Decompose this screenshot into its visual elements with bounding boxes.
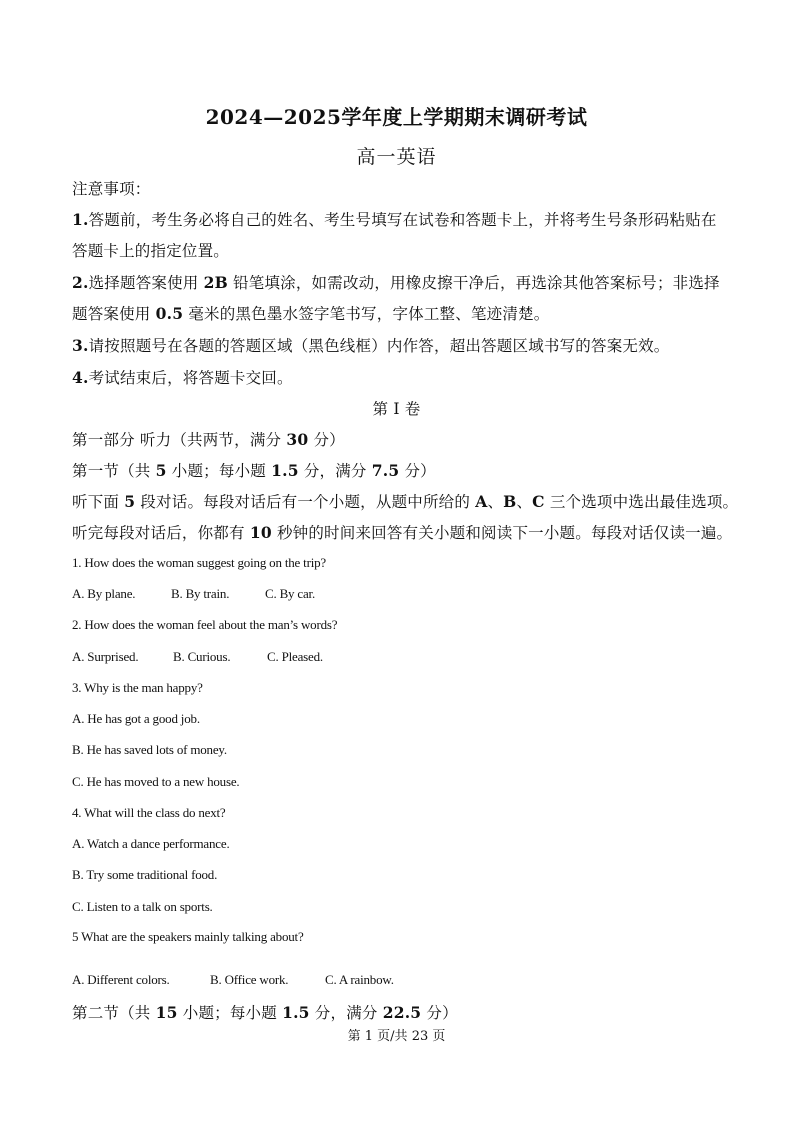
notice-heading: 注意事项： <box>72 180 151 198</box>
notice-item-1-line-2: 答题卡上的指定位置。 <box>72 242 230 260</box>
question-2-option-b[interactable]: B. Curious. <box>173 649 231 664</box>
notice-text: 题答案使用 <box>72 305 156 323</box>
question-5-option-a[interactable]: A. Different colors. <box>72 972 170 987</box>
question-5-option-c[interactable]: C. A rainbow. <box>325 972 394 987</box>
instructions-text: 、 <box>516 493 533 511</box>
heading-text: 分） <box>421 1004 458 1022</box>
heading-text: 小题；每小题 <box>177 1004 283 1022</box>
notice-text: 铅笔填涂，如需改动，用橡皮擦干净后，再选涂其他答案标号；非选择 <box>227 274 720 292</box>
section-1-heading <box>72 459 436 481</box>
page-number: 1 <box>364 1029 374 1044</box>
notice-item-2-line-1 <box>72 271 720 293</box>
heading-text: 第一节（共 <box>72 462 156 480</box>
instructions-text: 听下面 <box>72 493 125 511</box>
question-1-option-a[interactable]: A. By plane. <box>72 586 136 601</box>
footer-text: 页/共 <box>373 1029 412 1044</box>
footer-text: 页 <box>428 1029 446 1044</box>
notice-item-number: 1. <box>72 210 89 229</box>
instructions-emphasis: 10 <box>249 523 272 542</box>
question-3-option-c[interactable]: C. He has moved to a new house. <box>72 774 240 789</box>
instructions-emphasis: 5 <box>124 492 136 511</box>
notice-item-number: 2. <box>72 273 89 292</box>
notice-emphasis: 2B <box>203 273 228 292</box>
notice-emphasis: 0.5 <box>155 304 184 323</box>
page-footer <box>0 1025 793 1044</box>
question-2-option-c[interactable]: C. Pleased. <box>267 649 323 664</box>
question-1-option-b[interactable]: B. By train. <box>171 586 230 601</box>
heading-text: 第一部分 听力（共两节，满分 <box>72 431 287 449</box>
instructions-text: 秒钟的时间来回答有关小题和阅读下一小题。每段对话仅读一遍。 <box>271 524 733 542</box>
instructions-emphasis: A <box>475 492 488 511</box>
heading-number: 1.5 <box>271 461 299 480</box>
footer-text: 第 <box>347 1029 365 1044</box>
question-2: 2. How does the woman feel about the man’s words? <box>72 617 338 632</box>
notice-item-2-line-2 <box>72 302 549 324</box>
instructions-emphasis: C <box>532 492 545 511</box>
heading-text: 第二节（共 <box>72 1004 156 1022</box>
notice-text: 毫米的黑色墨水签字笔书写，字体工整、笔迹清楚。 <box>183 305 550 323</box>
heading-number: 30 <box>286 430 309 449</box>
notice-item-4 <box>72 366 293 388</box>
question-4-option-b[interactable]: B. Try some traditional food. <box>72 867 218 882</box>
exam-subtitle: 高一英语 <box>356 146 437 168</box>
question-1: 1. How does the woman suggest going on the trip? <box>72 555 326 570</box>
question-5: 5 What are the speakers mainly talking about? <box>72 929 304 944</box>
notice-item-number: 3. <box>72 336 89 355</box>
heading-number: 5 <box>155 461 167 480</box>
instructions-emphasis: B <box>503 492 517 511</box>
heading-number: 22.5 <box>382 1003 422 1022</box>
heading-text: 小题；每小题 <box>166 462 272 480</box>
notice-item-1-line-1 <box>72 208 717 230</box>
question-4-option-a[interactable]: A. Watch a dance performance. <box>72 836 230 851</box>
instructions-text: 三个选项中选出最佳选项。 <box>544 493 739 511</box>
notice-item-text: 答题前，考生务必将自己的姓名、考生号填写在试卷和答题卡上，并将考生号条形码粘贴在 <box>88 211 717 229</box>
instructions-text: 听完每段对话后，你都有 <box>72 524 250 542</box>
instructions-text: 段对话。每段对话后有一个小题，从题中所给的 <box>135 493 476 511</box>
question-4-option-c[interactable]: C. Listen to a talk on sports. <box>72 899 213 914</box>
heading-number: 1.5 <box>282 1003 310 1022</box>
exam-title <box>0 101 793 130</box>
heading-text: 分，满分 <box>298 462 372 480</box>
notice-text: 请按照题号在各题的答题区域（黑色线框）内作答，超出答题区域书写的答案无效。 <box>88 337 670 355</box>
notice-item-number: 4. <box>72 368 89 387</box>
question-3: 3. Why is the man happy? <box>72 680 203 695</box>
heading-number: 15 <box>155 1003 178 1022</box>
page-total: 23 <box>411 1029 429 1044</box>
section-2-heading <box>72 1001 458 1023</box>
instructions-text: 、 <box>487 493 504 511</box>
heading-text: 分） <box>308 431 345 449</box>
title-years: 2024—2025 <box>205 105 342 129</box>
instructions-line-1 <box>72 490 738 512</box>
question-2-option-a[interactable]: A. Surprised. <box>72 649 139 664</box>
question-4: 4. What will the class do next? <box>72 805 226 820</box>
title-text: 学年度上学期期末调研考试 <box>341 105 588 129</box>
heading-number: 7.5 <box>371 461 400 480</box>
part-1-heading <box>72 428 345 450</box>
notice-text: 选择题答案使用 <box>88 274 204 292</box>
heading-text: 分，满分 <box>309 1004 383 1022</box>
notice-item-3 <box>72 334 670 356</box>
volume-label: 第 I 卷 <box>372 400 421 418</box>
instructions-line-2 <box>72 521 732 543</box>
question-1-option-c[interactable]: C. By car. <box>265 586 315 601</box>
question-3-option-b[interactable]: B. He has saved lots of money. <box>72 742 227 757</box>
notice-text: 考试结束后，将答题卡交回。 <box>88 369 293 387</box>
question-3-option-a[interactable]: A. He has got a good job. <box>72 711 200 726</box>
heading-text: 分） <box>399 462 436 480</box>
question-5-option-b[interactable]: B. Office work. <box>210 972 289 987</box>
